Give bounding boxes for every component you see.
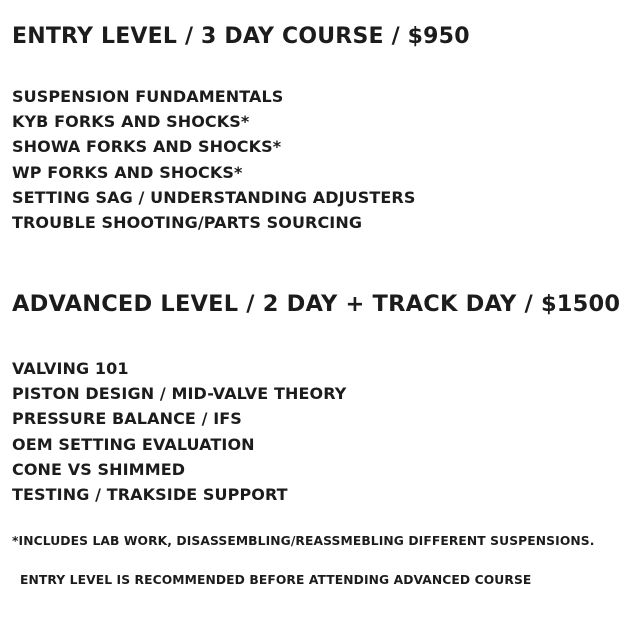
advanced-topic-item: OEM SETTING EVALUATION [12,434,255,454]
lab-work-footnote: *INCLUDES LAB WORK, DISASSEMBLING/REASSMEBLING DIFFERENT SUSPENSIONS. [12,534,595,548]
entry-topic-item: SUSPENSION FUNDAMENTALS [12,87,284,106]
entry-topic-item: SHOWA FORKS AND SHOCKS* [12,137,282,157]
advanced-level-topics [12,356,346,507]
advanced-topic-item: VALVING 101 [12,359,129,378]
advanced-topic-item: PISTON DESIGN / MID-VALVE THEORY [12,384,347,404]
entry-topic-item: KYB FORKS AND SHOCKS* [12,112,250,132]
entry-level-topics [12,84,415,235]
entry-topic-item: SETTING SAG / UNDERSTANDING ADJUSTERS [12,187,416,207]
advanced-topic-item: CONE VS SHIMMED [12,459,186,479]
entry-level-heading: ENTRY LEVEL / 3 DAY COURSE / $950 [12,24,470,49]
advanced-topic-item: TESTING / TRAKSIDE SUPPORT [12,484,288,504]
advanced-topic-item: PRESSURE BALANCE / IFS [12,409,242,429]
advanced-level-heading: ADVANCED LEVEL / 2 DAY + TRACK DAY / $1500 [12,291,621,317]
entry-topic-item: WP FORKS AND SHOCKS* [12,162,243,182]
entry-topic-item: TROUBLE SHOOTING/PARTS SOURCING [12,212,363,232]
recommendation-note: ENTRY LEVEL IS RECOMMENDED BEFORE ATTENDING ADVANCED COURSE [20,573,532,587]
